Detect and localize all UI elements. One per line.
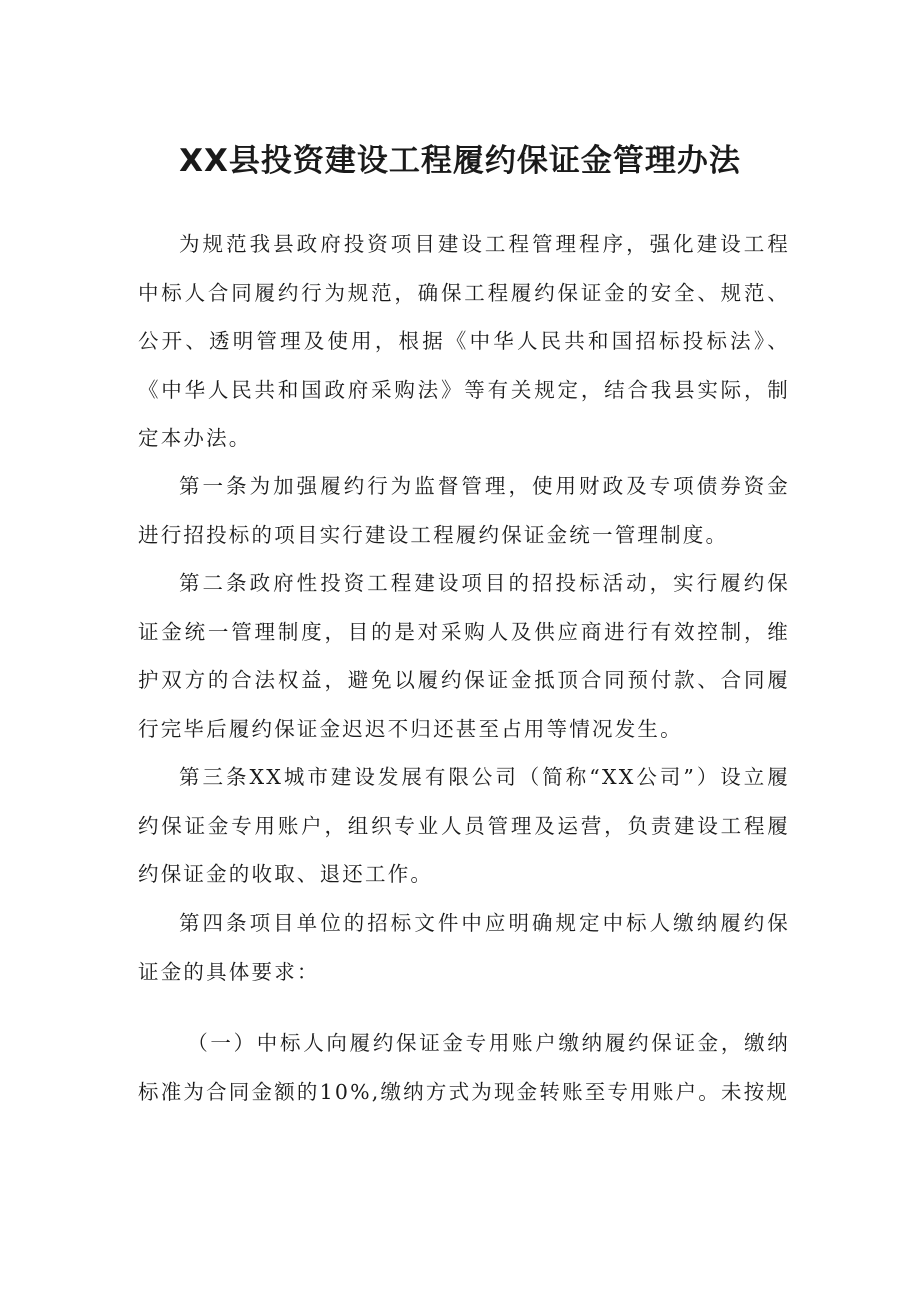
document-title: XX县投资建设工程履约保证金管理办法 [179,143,741,179]
paragraph-preamble: 为规范我县政府投资项目建设工程管理程序，强化建设工程中标人合同履约行为规范，确保工程履约保证金的安全、规范、公开、透明管理及使用，根据《中华人民共和国招标投标法》、《中华人民共和国政府采购法》等有关规定，结合我县实际，制定本办法。 [138,232,790,450]
paragraph-article-3: 第三条XX城市建设发展有限公司（简称“XX公司”）设立履约保证金专用账户，组织专业人员管理及运营，负责建设工程履约保证金的收取、退还工作。 [138,765,790,886]
paragraph-article-2: 第二条政府性投资工程建设项目的招投标活动，实行履约保证金统一管理制度，目的是对采购人及供应商进行有效控制，维护双方的合法权益，避免以履约保证金抵顶合同预付款、合同履行完毕后履约保证金迟迟不归还甚至占用等情况发生。 [138,571,790,741]
paragraph-article-1: 第一条为加强履约行为监督管理，使用财政及专项债券资金进行招投标的项目实行建设工程履约保证金统一管理制度。 [138,474,790,547]
paragraph-article-4: 第四条项目单位的招标文件中应明确规定中标人缴纳履约保证金的具体要求： [138,911,790,984]
paragraph-item-1: （一）中标人向履约保证金专用账户缴纳履约保证金，缴纳标准为合同金额的10%,缴纳方式为现金转账至专用账户。未按规 [138,1031,790,1104]
